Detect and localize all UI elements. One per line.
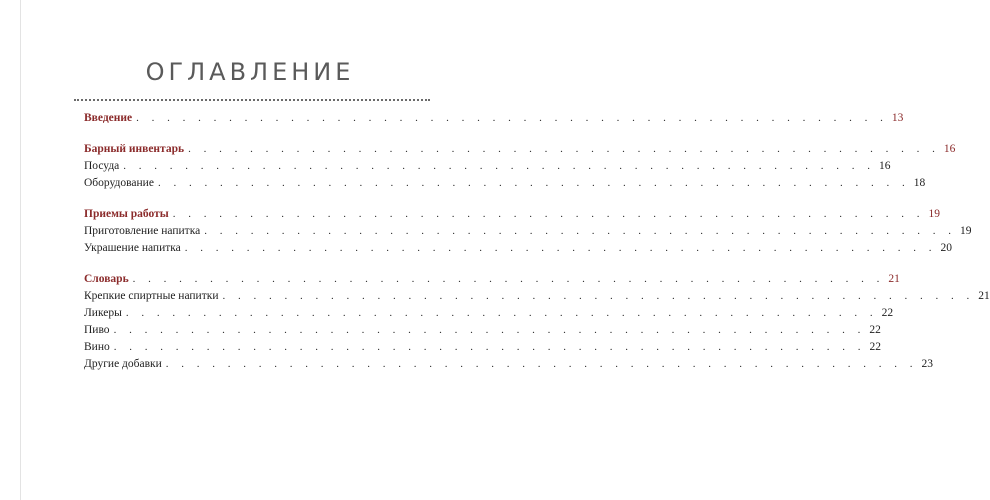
toc-item-label: Приготовление напитка xyxy=(84,225,201,237)
toc-page-number: 19 xyxy=(959,225,972,237)
toc-item[interactable] xyxy=(84,341,881,358)
toc-item[interactable] xyxy=(84,307,894,324)
toc-section-label: Словарь xyxy=(84,273,129,285)
dot-leader: . . . . . . . . . . . . . . . . . . . . . . . . . . . . . . . . . . . . . . . . . . . . . . . . . xyxy=(136,112,888,124)
toc-item[interactable] xyxy=(84,242,953,259)
toc-page-number: 18 xyxy=(913,177,926,189)
toc-section-glossary[interactable] xyxy=(84,273,900,290)
toc-section-bar-inventory[interactable] xyxy=(84,143,956,160)
toc-page-number: 22 xyxy=(869,324,881,336)
toc-item[interactable] xyxy=(84,324,881,341)
toc-item-label: Вино xyxy=(84,341,110,353)
toc-section-label: Барный инвентарь xyxy=(84,143,185,155)
toc-page-number: 16 xyxy=(943,143,956,155)
toc-page-number: 21 xyxy=(888,273,900,285)
table-of-contents xyxy=(84,112,990,375)
dot-leader: . . . . . . . . . . . . . . . . . . . . . . . . . . . . . . . . . . . . . . . . . . . . . . . . . xyxy=(113,341,866,353)
dot-leader: . . . . . . . . . . . . . . . . . . . . . . . . . . . . . . . . . . . . . . . . . . . . . . . . . xyxy=(204,225,956,237)
toc-page-number: 19 xyxy=(928,208,940,220)
dot-leader: . . . . . . . . . . . . . . . . . . . . . . . . . . . . . . . . . . . . . . . . . . . . . . . . . xyxy=(132,273,885,285)
toc-page-number: 13 xyxy=(891,112,904,124)
dot-leader: . . . . . . . . . . . . . . . . . . . . . . . . . . . . . . . . . . . . . . . . . . . . . . . . . xyxy=(123,160,876,172)
toc-section-label: Приемы работы xyxy=(84,208,169,220)
page-title: ОГЛАВЛЕНИЕ xyxy=(145,58,355,86)
dot-leader: . . . . . . . . . . . . . . . . . . . . . . . . . . . . . . . . . . . . . . . . . . . . . . . . . xyxy=(222,290,975,302)
toc-item-label: Оборудование xyxy=(84,177,154,189)
toc-item[interactable] xyxy=(84,225,972,242)
toc-item-label: Пиво xyxy=(84,324,110,336)
toc-section-introduction[interactable] xyxy=(84,112,904,129)
toc-item-label: Другие добавки xyxy=(84,358,162,370)
toc-item[interactable] xyxy=(84,290,990,307)
dot-leader: . . . . . . . . . . . . . . . . . . . . . . . . . . . . . . . . . . . . . . . . . . . . . . . . . xyxy=(184,242,937,254)
toc-page-number: 16 xyxy=(879,160,891,172)
dot-leader: . . . . . . . . . . . . . . . . . . . . . . . . . . . . . . . . . . . . . . . . . . . . . . . . . xyxy=(125,307,878,319)
dot-leader: . . . . . . . . . . . . . . . . . . . . . . . . . . . . . . . . . . . . . . . . . . . . . . . . . xyxy=(157,177,910,189)
toc-item[interactable] xyxy=(84,177,926,194)
dot-leader: . . . . . . . . . . . . . . . . . . . . . . . . . . . . . . . . . . . . . . . . . . . . . . . . . xyxy=(172,208,925,220)
toc-section-label: Введение xyxy=(84,112,133,124)
toc-page-number: 21 xyxy=(978,290,990,302)
toc-page-number: 20 xyxy=(940,242,953,254)
toc-item-label: Посуда xyxy=(84,160,120,172)
toc-section-techniques[interactable] xyxy=(84,208,940,225)
toc-item-label: Украшение напитка xyxy=(84,242,181,254)
toc-item-label: Крепкие спиртные напитки xyxy=(84,290,219,302)
toc-item[interactable] xyxy=(84,160,891,177)
dot-leader: . . . . . . . . . . . . . . . . . . . . . . . . . . . . . . . . . . . . . . . . . . . . . . . . . xyxy=(113,324,866,336)
dot-leader: . . . . . . . . . . . . . . . . . . . . . . . . . . . . . . . . . . . . . . . . . . . . . . . . . xyxy=(188,143,940,155)
toc-page-number: 23 xyxy=(921,358,934,370)
toc-page-number: 22 xyxy=(869,341,881,353)
dot-leader: . . . . . . . . . . . . . . . . . . . . . . . . . . . . . . . . . . . . . . . . . . . . . . . . . xyxy=(165,358,918,370)
toc-item-label: Ликеры xyxy=(84,307,122,319)
toc-item[interactable] xyxy=(84,358,934,375)
dotted-divider xyxy=(74,99,430,101)
toc-page-number: 22 xyxy=(881,307,894,319)
